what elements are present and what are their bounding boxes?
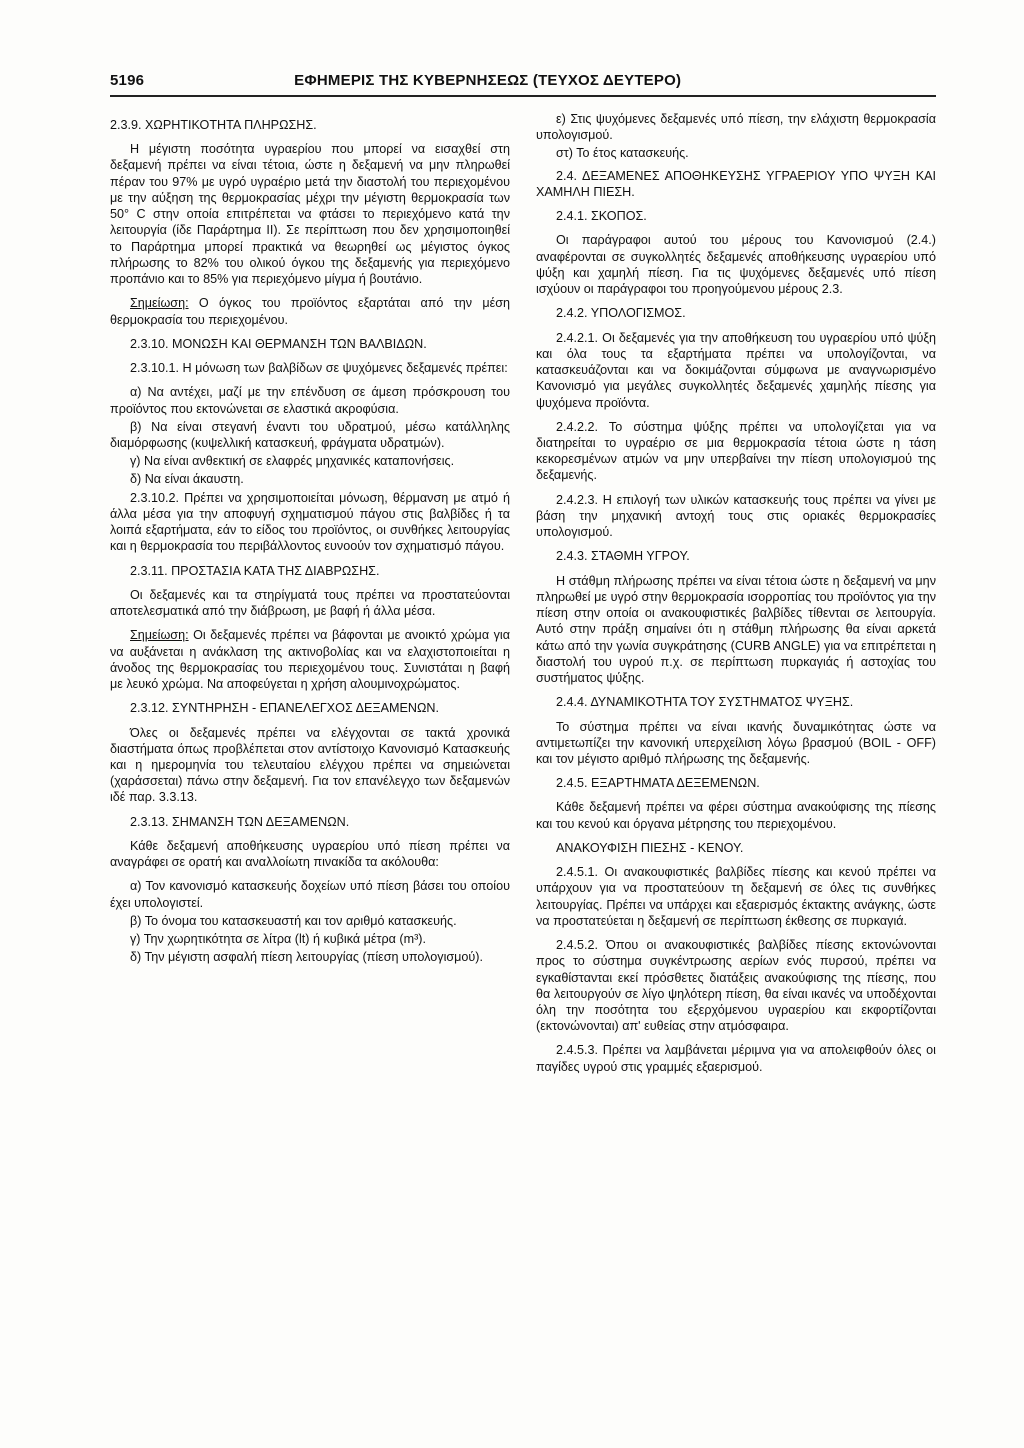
list-item: ε) Στις ψυχόμενες δεξαμενές υπό πίεση, την ελάχιστη θερμοκρασία υπολογισμού. [536, 112, 936, 143]
left-column [110, 111, 510, 1083]
page-header [110, 72, 936, 89]
section-heading: 2.3.9. ΧΩΡΗΤΙΚΟΤΗΤΑ ΠΛΗΡΩΣΗΣ. [110, 118, 317, 132]
body-columns [110, 111, 936, 1083]
list-item: δ) Να είναι άκαυστη. [130, 472, 244, 487]
note [110, 627, 510, 692]
note-label: Σημείωση: [130, 296, 189, 311]
section-heading: 2.3.11. ΠΡΟΣΤΑΣΙΑ ΚΑΤΑ ΤΗΣ ΔΙΑΒΡΩΣΗΣ. [130, 563, 380, 578]
paragraph: 2.4.2.2. Το σύστημα ψύξης πρέπει να υπολογίζεται για να διατηρείται το υγραέριο σε μια θερμοκρασία τέτοια ώστε η τάση κεκορεσμένων ατμών να μην υπερβαίνει την πίεση υπολογισμού της δεξαμενής. [536, 419, 936, 483]
list-item: β) Το όνομα του κατασκευαστή και τον αριθμό κατασκευής. [130, 913, 457, 928]
list-item: γ) Την χωρητικότητα σε λίτρα (lt) ή κυβικά μέτρα (m³). [130, 932, 426, 947]
gazette-title: ΕΦΗΜΕΡΙΣ ΤΗΣ ΚΥΒΕΡΝΗΣΕΩΣ (ΤΕΥΧΟΣ ΔΕΥΤΕΡΟ) [294, 72, 682, 89]
right-column [536, 111, 936, 1083]
section-heading: 2.4.3. ΣΤΑΘΜΗ ΥΓΡΟΥ. [556, 549, 690, 564]
note-text: Οι δεξαμενές πρέπει να βάφονται με ανοικτό χρώμα για να αυξάνεται η ανάκλαση της ακτινοβολίας και να ελαχιστοποιείται η άνοδος της θερμοκρασίας του περιεχομένου τους. Συνιστάται η βαφή με λευκό χρώμα. Να αποφεύγεται η χρήση αλουμινοχρώματος. [110, 628, 510, 692]
paragraph: Το σύστημα πρέπει να είναι ικανής δυναμικότητας ώστε να αντιμετωπίζει την κανονική υπερχείλιση λόγω βρασμού (BOIL - OFF) και τον μέγιστο αριθμό πλήρωσης της δεξαμενής. [536, 719, 936, 766]
note-text: Ο όγκος του προϊόντος εξαρτάται από την μέση θερμοκρασία του περιεχομένου. [110, 296, 510, 327]
paragraph: Η στάθμη πλήρωσης πρέπει να είναι τέτοια ώστε η δεξαμενή να μην πληρωθεί με υγρό στην θερμοκρασία ισορροπίας του προϊόντος για την πίεση στην οποία οι ανακουφιστικές βαλβίδες τίθενται σε λειτουργία. Αυτό στην πράξη σημαίνει ότι η στάθμη πλήρωσης θα είναι αρκετά κάτω από την γωνία συγκράτησης (CURB ANGLE) για να επιτρέπεται η διαστολή του υγρού π.χ. σε περίπτωση πυρκαγιάς ή αστοχίας του συστήματος ψύξης. [536, 573, 936, 686]
section-heading: 2.3.10. ΜΟΝΩΣΗ ΚΑΙ ΘΕΡΜΑΝΣΗ ΤΩΝ ΒΑΛΒΙΔΩΝ. [130, 336, 427, 351]
paragraph: 2.3.10.2. Πρέπει να χρησιμοποιείται μόνωση, θέρμανση με ατμό ή άλλα μέσα για την αποφυγή σχηματισμού πάγου στις βαλβίδες ή τα λοιπά εξαρτήματα, εάν το είδος του προϊόντος, οι συνθήκες λειτουργίας και η θερμοκρασία του περιβάλλοντος ευνοούν τον σχηματισμό πάγου. [110, 490, 510, 554]
paragraph: Οι παράγραφοι αυτού του μέρους του Κανονισμού (2.4.) αναφέρονται σε συγκολλητές δεξαμενές αποθήκευσης υγραερίου υπό ψύξη και χαμηλή πίεση. Για τις ψυχόμενες δεξαμενές υπό πίεση ισχύουν οι παράγραφοι του προηγούμενου μέρους 2.3. [536, 233, 936, 297]
paragraph: 2.4.2.1. Οι δεξαμενές για την αποθήκευση του υγραερίου υπό ψύξη και όλα τους τα εξαρτήματα πρέπει να υπολογίζονται, να κατασκευάζονται και να δοκιμάζονται σύμφωνα με αναγνωρισμένο Κανονισμό για μεγάλες συγκολλητές δεξαμενές χαμηλής πίεσης για ψυχόμενα προϊόντα. [536, 330, 936, 410]
paragraph: 2.4.5.2. Όπου οι ανακουφιστικές βαλβίδες πίεσης εκτονώνονται προς το σύστημα συγκέντρωσης αερίων ενός πυρσού, πρέπει να εγκαθίστανται εκεί πρόσθετες διατάξεις ανακούφισης της πίεσης, που θα λειτουργούν σε λίγο ψηλότερη πίεση, θα είναι ικανές να υποδέχονται όλη την ποσότητα του εξερχόμενου υγραερίου και εκφορτίζονται (εκτονώνονται) απ' ευθείας στην ατμόσφαιρα. [536, 938, 936, 1034]
note [110, 295, 510, 327]
section-heading: 2.3.12. ΣΥΝΤΗΡΗΣΗ - ΕΠΑΝΕΛΕΓΧΟΣ ΔΕΞΑΜΕΝΩΝ. [130, 701, 439, 716]
paragraph: 2.4.2.3. Η επιλογή των υλικών κατασκευής τους πρέπει να γίνει με βάση την μηχανική αντοχή τους στις οριακές θερμοκρασίες υπολογισμού. [536, 492, 936, 540]
section-heading: 2.4.2. ΥΠΟΛΟΓΙΣΜΟΣ. [556, 306, 686, 321]
paragraph: 2.3.10.1. Η μόνωση των βαλβίδων σε ψυχόμενες δεξαμενές πρέπει: [130, 361, 508, 376]
note-label: Σημείωση: [130, 628, 189, 643]
paragraph: 2.4.5.3. Πρέπει να λαμβάνεται μέριμνα για να απολειφθούν όλες οι παγίδες υγρού στις γραμμές εξαερισμού. [536, 1043, 936, 1074]
section-heading: 2.4. ΔΕΞΑΜΕΝΕΣ ΑΠΟΘΗΚΕΥΣΗΣ ΥΓΡΑΕΡΙΟΥ ΥΠΟ ΨΥΞΗ ΚΑΙ ΧΑΜΗΛΗ ΠΙΕΣΗ. [536, 168, 936, 199]
page-number: 5196 [110, 72, 145, 89]
paragraph: Κάθε δεξαμενή πρέπει να φέρει σύστημα ανακούφισης της πίεσης και του κενού και όργανα μέτρησης του περιεχομένου. [536, 800, 936, 831]
paragraph: Η μέγιστη ποσότητα υγραερίου που μπορεί να εισαχθεί στη δεξαμενή πρέπει να είναι τέτοια, ώστε η δεξαμενή να μην πληρωθεί πέραν του 97% με υγρό υγραέριο μετά την διαστολή του περιεχομένου με την αύξηση της θερμοκρασίας μέχρι την μέγιστη θερμοκρασία των 50° C στην οποία επιτρέπεται να φτάσει το περιεχόμενο κατά την λειτουργία (ίδε Παράρτημα II). Σε περίπτωση που δεν χρησιμοποιηθεί το Παράρτημα μπορεί πρακτικά να θεωρηθεί ως μέγιστος όγκος πλήρωσης το 82% του ολικού όγκου της δεξαμενής για περιεχόμενο προπάνιο και το 85% για περιεχόμενο μίγμα ή βουτάνιο. [110, 142, 510, 287]
list-item: β) Να είναι στεγανή έναντι του υδρατμού, μέσω κατάλληλης διαμόρφωσης (κυψελλική κατασκευή, φράγματα υδρατμών). [110, 419, 510, 450]
subsection-heading: ΑΝΑΚΟΥΦΙΣΗ ΠΙΕΣΗΣ - ΚΕΝΟΥ. [556, 840, 744, 855]
paragraph: Κάθε δεξαμενή αποθήκευσης υγραερίου υπό πίεση πρέπει να αναγράφει σε ορατή και αναλλοίωτη πινακίδα τα ακόλουθα: [110, 838, 510, 870]
paragraph: Οι δεξαμενές και τα στηρίγματά τους πρέπει να προστατεύονται αποτελεσματικά από την διάβρωση, με βαφή ή άλλα μέσα. [110, 587, 510, 619]
list-item: γ) Να είναι ανθεκτική σε ελαφρές μηχανικές καταπονήσεις. [130, 454, 455, 469]
section-heading: 2.3.13. ΣΗΜΑΝΣΗ ΤΩΝ ΔΕΞΑΜΕΝΩΝ. [130, 814, 350, 829]
paragraph: Όλες οι δεξαμενές πρέπει να ελέγχονται σε τακτά χρονικά διαστήματα όπως προβλέπεται στον αντίστοιχο Κανονισμό Κατασκευής και η ημερομηνία του τελευταίου ελέγχου πρέπει να σημειώνεται (χαράσσεται) πάνω στην δεξαμενή. Για τον επανέλεγχο των δεξαμενών ιδέ παρ. 3.3.13. [110, 725, 510, 805]
list-item: α) Να αντέχει, μαζί με την επένδυση σε άμεση πρόσκρουση του προϊόντος που εκτονώνεται σε ελαστικά ακροφύσια. [110, 385, 510, 416]
list-item: στ) Το έτος κατασκευής. [556, 146, 689, 161]
section-heading: 2.4.5. ΕΞΑΡΤΗΜΑΤΑ ΔΕΞΕΜΕΝΩΝ. [556, 776, 760, 791]
list-item: δ) Την μέγιστη ασφαλή πίεση λειτουργίας (πίεση υπολογισμού). [130, 950, 483, 965]
section-heading: 2.4.4. ΔΥΝΑΜΙΚΟΤΗΤΑ ΤΟΥ ΣΥΣΤΗΜΑΤΟΣ ΨΥΞΗΣ. [556, 695, 854, 710]
section-heading: 2.4.1. ΣΚΟΠΟΣ. [556, 209, 647, 224]
list-item: α) Τον κανονισμό κατασκευής δοχείων υπό πίεση βάσει του οποίου έχει υπολογιστεί. [110, 879, 510, 910]
paragraph: 2.4.5.1. Οι ανακουφιστικές βαλβίδες πίεσης και κενού πρέπει να υπάρχουν για να προστατεύουν τη δεξαμενή σε όλες τις συνθήκες λειτουργίας. Πρέπει να υπάρχει και εξαερισμός έκτακτης ανάγκης, ώστε να προστατεύεται η δεξαμενή σε περίπτωση έκθεσης σε πυρκαγιά. [536, 865, 936, 928]
header-rule [110, 95, 936, 97]
